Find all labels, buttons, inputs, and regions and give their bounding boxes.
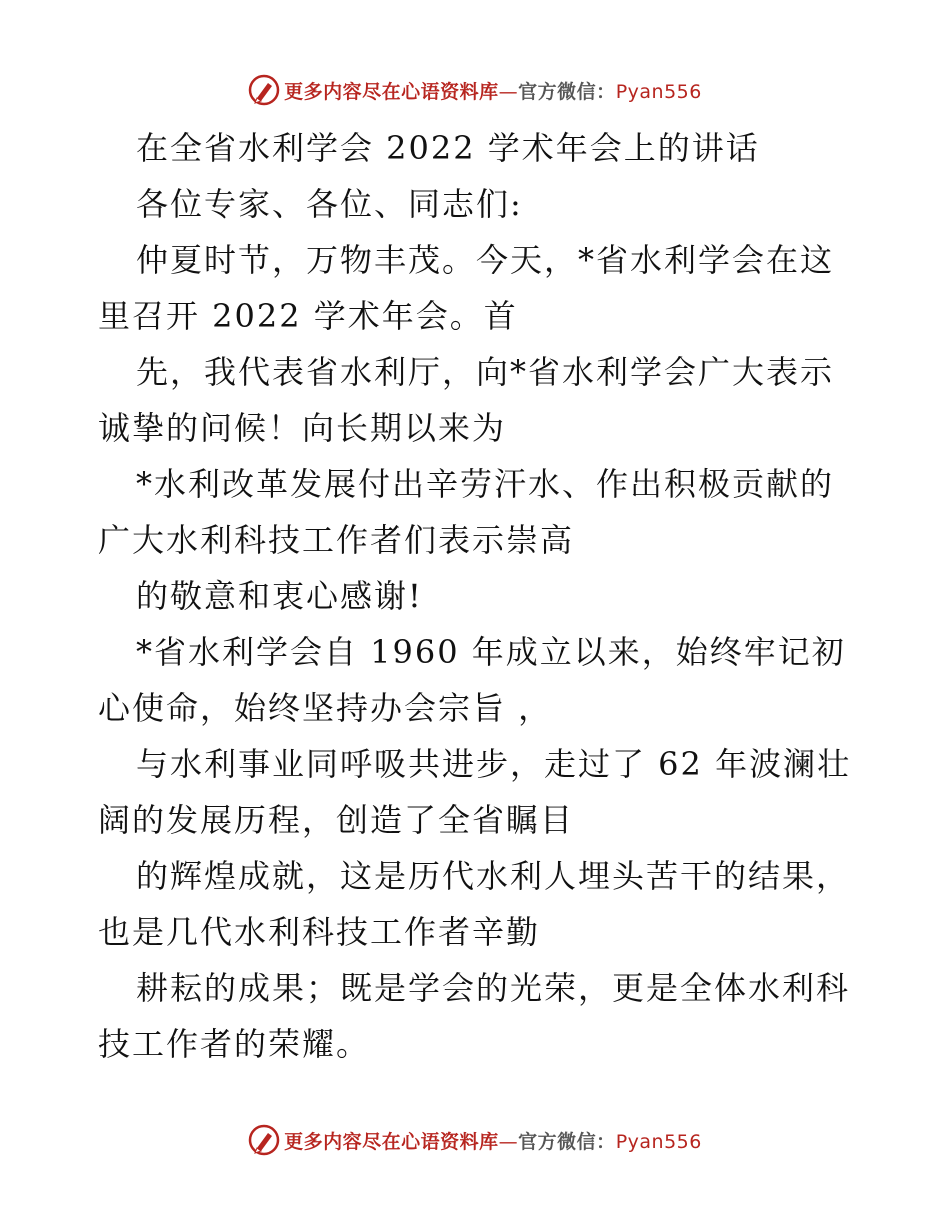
pen-logo-icon xyxy=(248,1124,280,1156)
banner-text xyxy=(284,77,702,104)
paragraph-line: 里召开 2022 学术年会。首 xyxy=(98,297,518,335)
paragraph-line: 与水利事业同呼吸共进步，走过了 62 年波澜壮 xyxy=(136,745,852,783)
banner-wechat-id: Pyan556 xyxy=(615,1130,702,1153)
paragraph-line: 耕耘的成果；既是学会的光荣，更是全体水利科 xyxy=(136,969,851,1007)
paragraph-line: 广大水利科技工作者们表示崇高 xyxy=(98,521,575,559)
paragraph-line: 也是几代水利科技工作者辛勤 xyxy=(98,913,541,951)
banner-official-label: 官方微信： xyxy=(518,1130,616,1153)
paragraph-line: 诚挚的问候！向长期以来为 xyxy=(98,409,507,447)
header-banner xyxy=(0,70,950,110)
banner-library-text: 更多内容尽在心语资料库 xyxy=(284,80,499,103)
footer-banner xyxy=(0,1120,950,1160)
banner-library-text: 更多内容尽在心语资料库 xyxy=(284,1130,499,1153)
paragraph-line: 阔的发展历程，创造了全省瞩目 xyxy=(98,801,575,839)
paragraph-line: 心使命，始终坚持办会宗旨 ， xyxy=(98,689,553,727)
paragraph-line: 的辉煌成就，这是历代水利人埋头苦干的结果， xyxy=(136,857,851,895)
banner-text xyxy=(284,1127,702,1154)
document-body xyxy=(98,120,858,1072)
paragraph-line: *水利改革发展付出辛劳汗水、作出积极贡献的 xyxy=(136,465,835,503)
paragraph-line: *省水利学会自 1960 年成立以来，始终牢记初 xyxy=(136,633,846,671)
banner-dash: — xyxy=(498,1130,519,1153)
banner-official-label: 官方微信： xyxy=(518,80,616,103)
speech-title: 在全省水利学会 2022 学术年会上的讲话 xyxy=(136,129,760,167)
paragraph-line: 先，我代表省水利厅，向*省水利学会广大表示 xyxy=(136,353,835,391)
banner-wechat-id: Pyan556 xyxy=(615,80,702,103)
salutation: 各位专家、各位、同志们: xyxy=(136,185,523,223)
paragraph-line: 技工作者的荣耀。 xyxy=(98,1025,371,1063)
paragraph-line: 仲夏时节，万物丰茂。今天，*省水利学会在这 xyxy=(136,241,835,279)
banner-dash: — xyxy=(498,80,519,103)
pen-logo-icon xyxy=(248,74,280,106)
paragraph-line: 的敬意和衷心感谢! xyxy=(136,577,423,615)
